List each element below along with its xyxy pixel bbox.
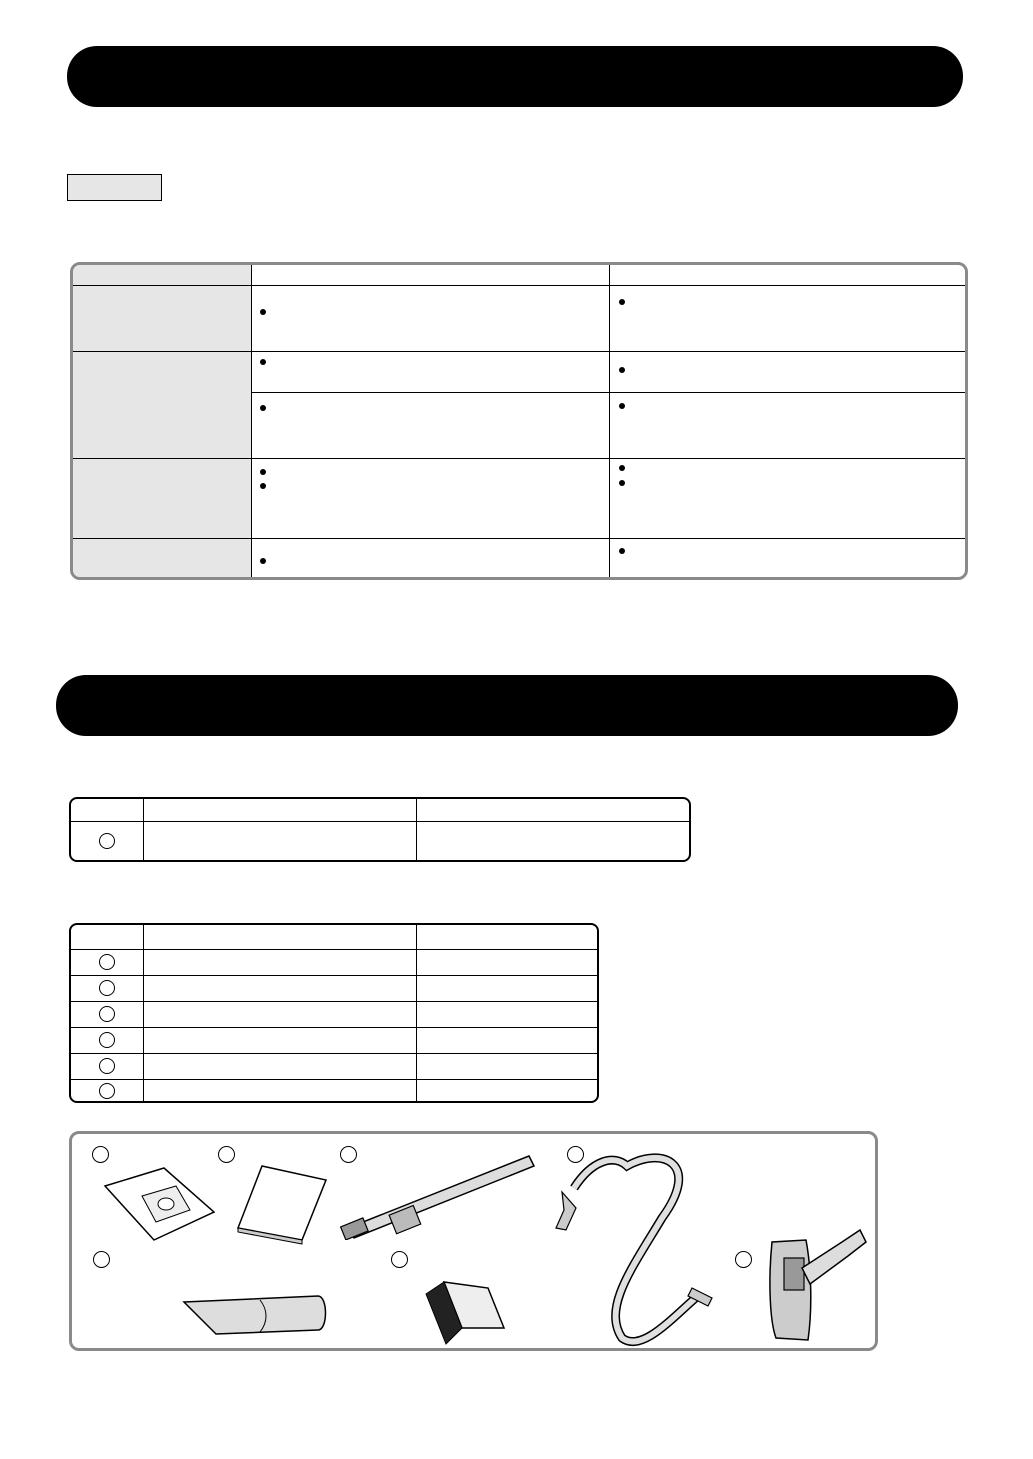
part-number-circle bbox=[93, 1251, 110, 1268]
extension-pipe-icon bbox=[334, 1148, 544, 1240]
bullet-point bbox=[619, 480, 625, 486]
table-row-divider bbox=[71, 821, 689, 822]
table-row-divider bbox=[251, 392, 965, 393]
crevice-tool-icon bbox=[180, 1294, 330, 1342]
table-divider bbox=[251, 265, 252, 577]
table-row-divider bbox=[71, 949, 597, 950]
bullet-point bbox=[260, 359, 266, 365]
bullet-point bbox=[619, 465, 625, 471]
table-row-divider bbox=[71, 1001, 597, 1002]
table-row-divider bbox=[73, 285, 965, 286]
table-row-divider bbox=[73, 351, 965, 352]
instruction-book-icon bbox=[234, 1162, 332, 1247]
item-number-circle bbox=[99, 1032, 115, 1048]
item-number-circle bbox=[99, 1006, 115, 1022]
bullet-point bbox=[260, 558, 266, 564]
item-number-circle bbox=[99, 1058, 115, 1074]
table-divider bbox=[416, 799, 417, 860]
model-table bbox=[69, 797, 691, 862]
part-number-circle bbox=[92, 1146, 109, 1163]
bullet-point bbox=[260, 483, 266, 489]
section-1-header bbox=[67, 46, 963, 107]
table-row-divider bbox=[73, 538, 965, 539]
dusting-brush-icon bbox=[422, 1280, 507, 1350]
troubleshooting-table bbox=[70, 262, 968, 580]
accessories-table bbox=[69, 923, 599, 1103]
part-number-circle bbox=[391, 1251, 408, 1268]
table-row-divider bbox=[73, 458, 965, 459]
table-row-divider bbox=[71, 975, 597, 976]
table-row-divider bbox=[71, 1027, 597, 1028]
item-number-circle bbox=[99, 954, 115, 970]
table-divider bbox=[143, 799, 144, 860]
table-divider bbox=[609, 265, 610, 577]
hose-icon bbox=[552, 1148, 752, 1348]
table-header-column bbox=[73, 265, 251, 577]
bullet-point bbox=[619, 403, 625, 409]
section-2-header bbox=[56, 675, 958, 736]
dust-bag-icon bbox=[102, 1164, 217, 1244]
floor-nozzle-icon bbox=[762, 1222, 867, 1347]
table-row-divider bbox=[71, 1079, 597, 1080]
note-label-box bbox=[67, 174, 162, 201]
parts-illustration-panel bbox=[69, 1131, 878, 1351]
bullet-point bbox=[260, 405, 266, 411]
table-divider bbox=[143, 925, 144, 1101]
table-divider bbox=[416, 925, 417, 1101]
bullet-point bbox=[260, 309, 266, 315]
bullet-point bbox=[619, 367, 625, 373]
part-number-circle bbox=[218, 1146, 235, 1163]
item-number-circle bbox=[99, 1083, 115, 1099]
table-row-divider bbox=[71, 1053, 597, 1054]
bullet-point bbox=[260, 469, 266, 475]
bullet-point bbox=[619, 548, 625, 554]
item-number-circle bbox=[99, 833, 115, 849]
item-number-circle bbox=[99, 980, 115, 996]
bullet-point bbox=[619, 299, 625, 305]
